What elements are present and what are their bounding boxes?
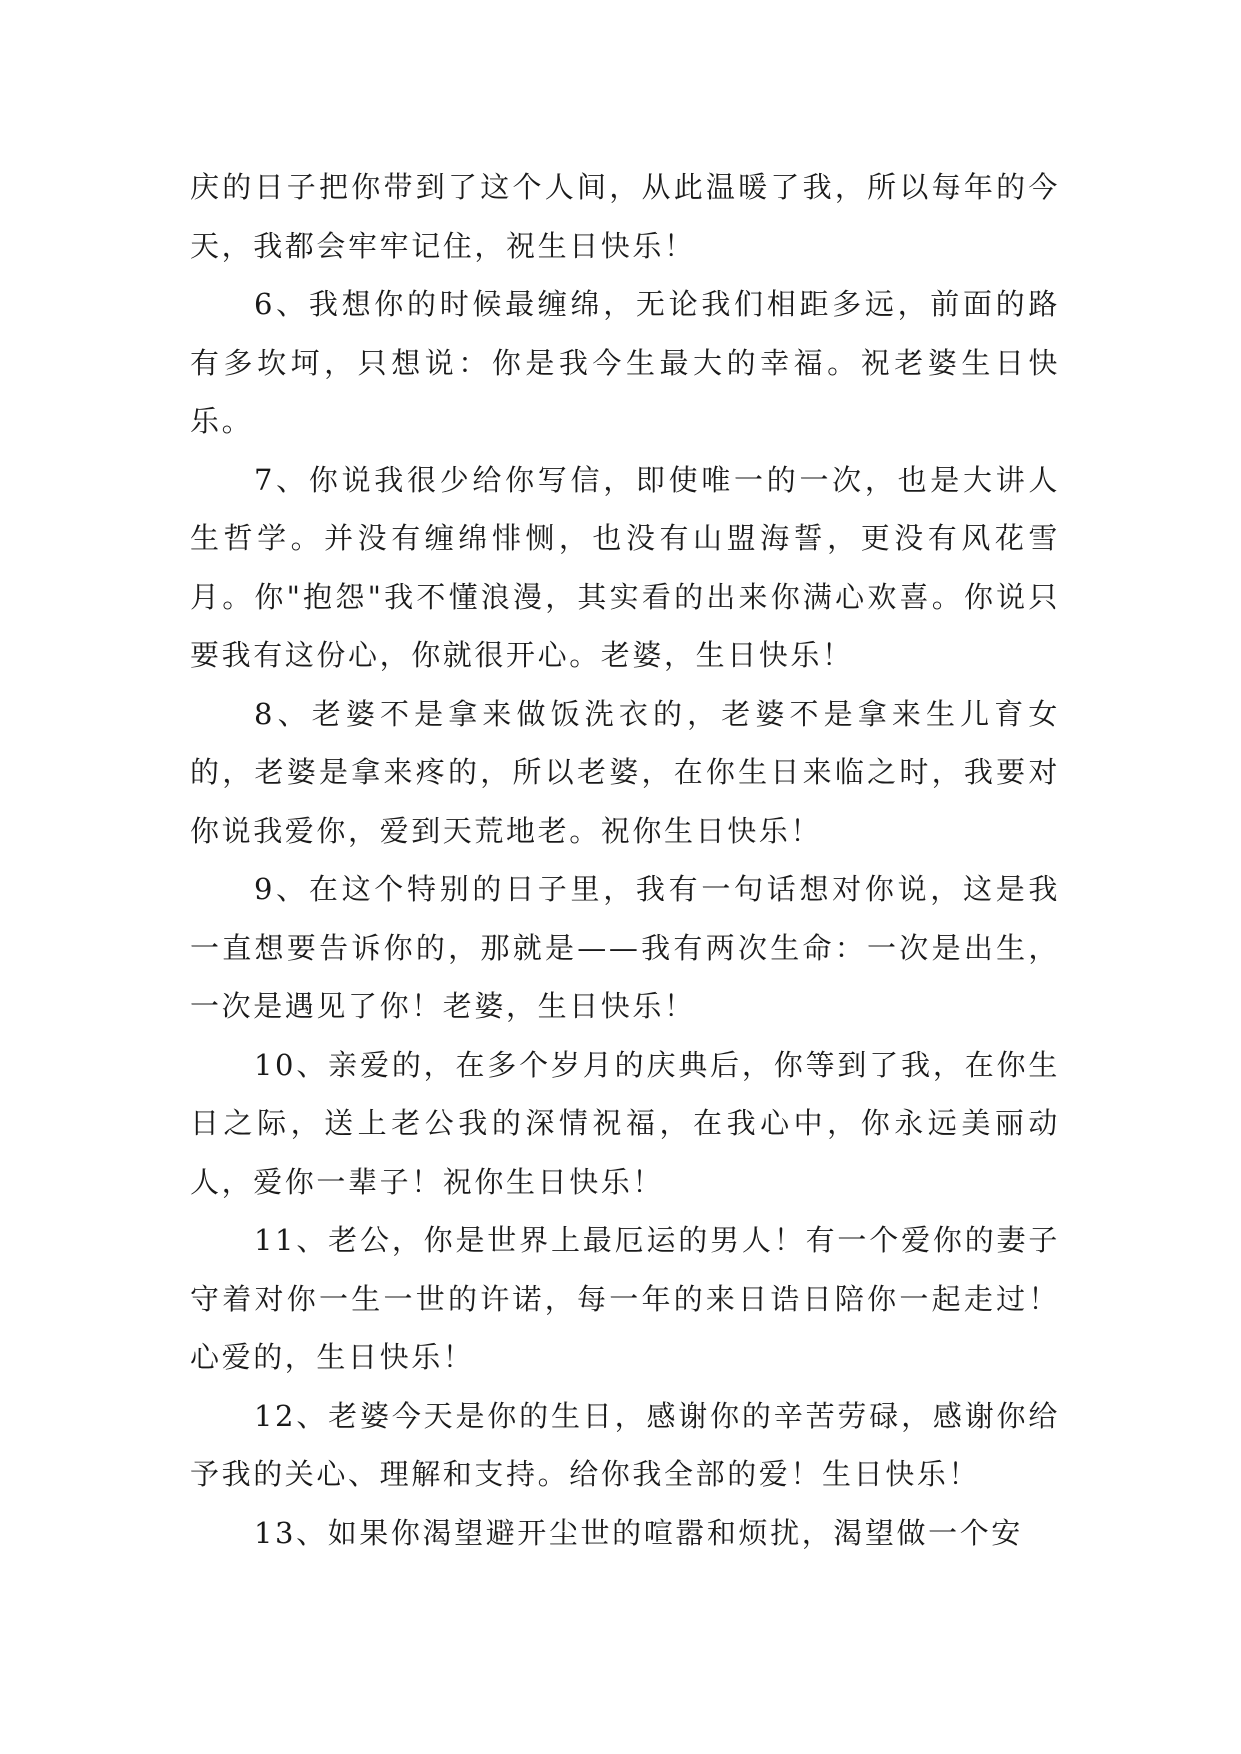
paragraph-8: 8、老婆不是拿来做饭洗衣的，老婆不是拿来生儿育女的，老婆是拿来疼的，所以老婆，在你生日来临之时，我要对你说我爱你，爱到天荒地老。祝你生日快乐！ [190, 696, 1060, 848]
document-body [190, 158, 1060, 1562]
paragraph-13: 13、如果你渴望避开尘世的喧嚣和烦扰，渴望做一个安 [254, 1515, 1023, 1550]
paragraph-12: 12、老婆今天是你的生日，感谢你的辛苦劳碌，感谢你给予我的关心、理解和支持。给你我全部的爱！生日快乐！ [190, 1398, 1060, 1491]
paragraph-continued: 庆的日子把你带到了这个人间，从此温暖了我，所以每年的今天，我都会牢牢记住，祝生日快乐！ [190, 170, 1060, 263]
paragraph-11: 11、老公，你是世界上最厄运的男人！有一个爱你的妻子守着对你一生一世的许诺，每一年的来日诰日陪你一起走过！心爱的，生日快乐！ [190, 1223, 1060, 1374]
paragraph-7: 7、你说我很少给你写信，即使唯一的一次，也是大讲人生哲学。并没有缠绵悱恻，也没有山盟海誓，更没有风花雪月。你"抱怨"我不懂浪漫，其实看的出来你满心欢喜。你说只要我有这份心，你就很开心。老婆，生日快乐！ [190, 462, 1060, 672]
paragraph-6: 6、我想你的时候最缠绵，无论我们相距多远，前面的路有多坎坷，只想说：你是我今生最大的幸福。祝老婆生日快乐。 [190, 287, 1060, 438]
paragraph-9: 9、在这个特别的日子里，我有一句话想对你说，这是我一直想要告诉你的，那就是——我有两次生命：一次是出生，一次是遇见了你！老婆，生日快乐！ [190, 872, 1060, 1023]
paragraph-10: 10、亲爱的，在多个岁月的庆典后，你等到了我，在你生日之际，送上老公我的深情祝福，在我心中，你永远美丽动人，爱你一辈子！祝你生日快乐！ [190, 1047, 1060, 1199]
